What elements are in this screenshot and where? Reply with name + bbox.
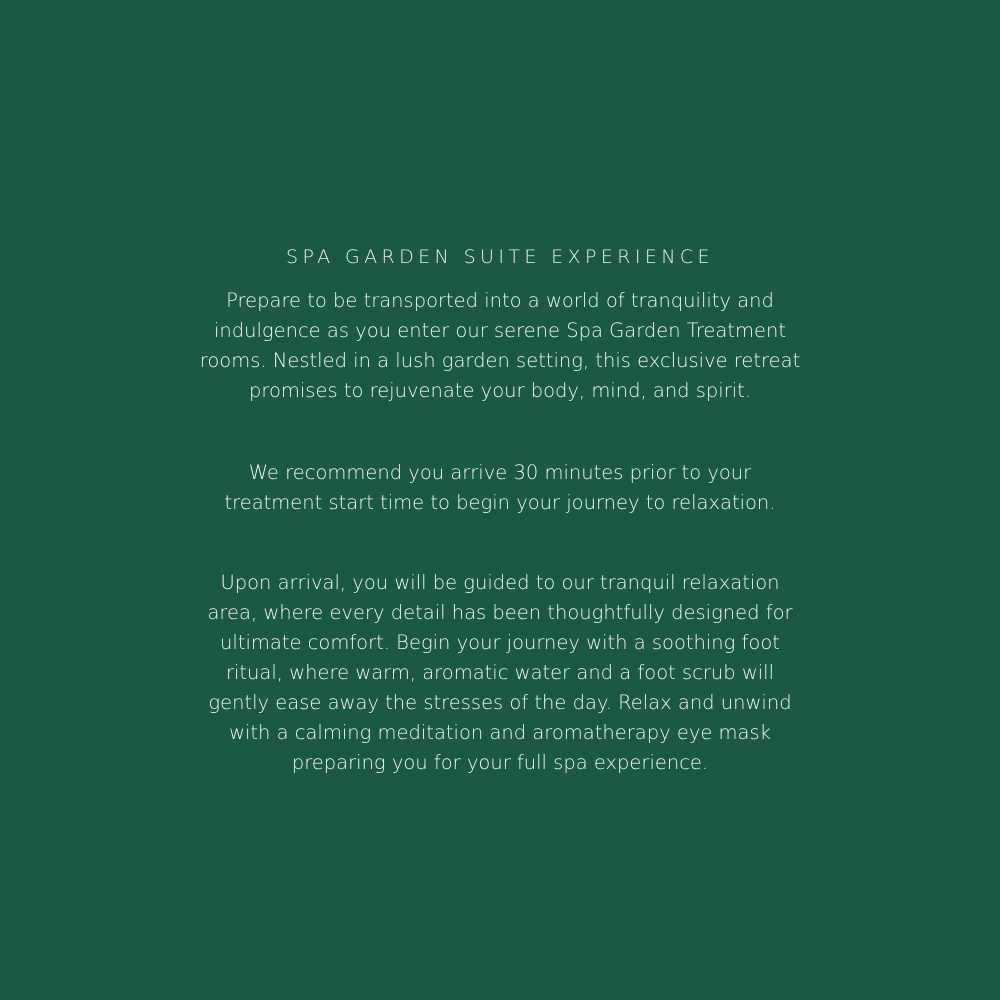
paragraph-line: preparing you for your full spa experience. — [291, 751, 709, 774]
paragraph-line: ultimate comfort. Begin your journey with a soothing foot — [220, 631, 780, 654]
paragraph-line: indulgence as you enter our serene Spa Garden Treatment — [213, 319, 787, 342]
paragraph-line: We recommend you arrive 30 minutes prior to your — [248, 461, 752, 484]
paragraph-line: promises to rejuvenate your body, mind, and spirit. — [249, 379, 751, 402]
paragraph-line: ritual, where warm, aromatic water and a foot scrub will — [225, 661, 775, 684]
intro-paragraph — [170, 286, 830, 406]
arrival-recommendation-paragraph — [170, 458, 830, 518]
paragraph-line: Prepare to be transported into a world of tranquility and — [226, 289, 774, 312]
paragraph-line: rooms. Nestled in a lush garden setting, this exclusive retreat — [199, 349, 801, 372]
paragraph-line: gently ease away the stresses of the day. Relax and unwind — [208, 691, 792, 714]
paragraph-line: treatment start time to begin your journey to relaxation. — [224, 491, 776, 514]
paragraph-line: area, where every detail has been thoughtfully designed for — [207, 601, 793, 624]
experience-details-paragraph — [170, 568, 830, 778]
page-title: SPA GARDEN SUITE EXPERIENCE — [286, 246, 714, 268]
paragraph-line: with a calming meditation and aromatherapy eye mask — [229, 721, 771, 744]
paragraph-line: Upon arrival, you will be guided to our tranquil relaxation — [220, 571, 780, 594]
text-block — [170, 244, 830, 778]
